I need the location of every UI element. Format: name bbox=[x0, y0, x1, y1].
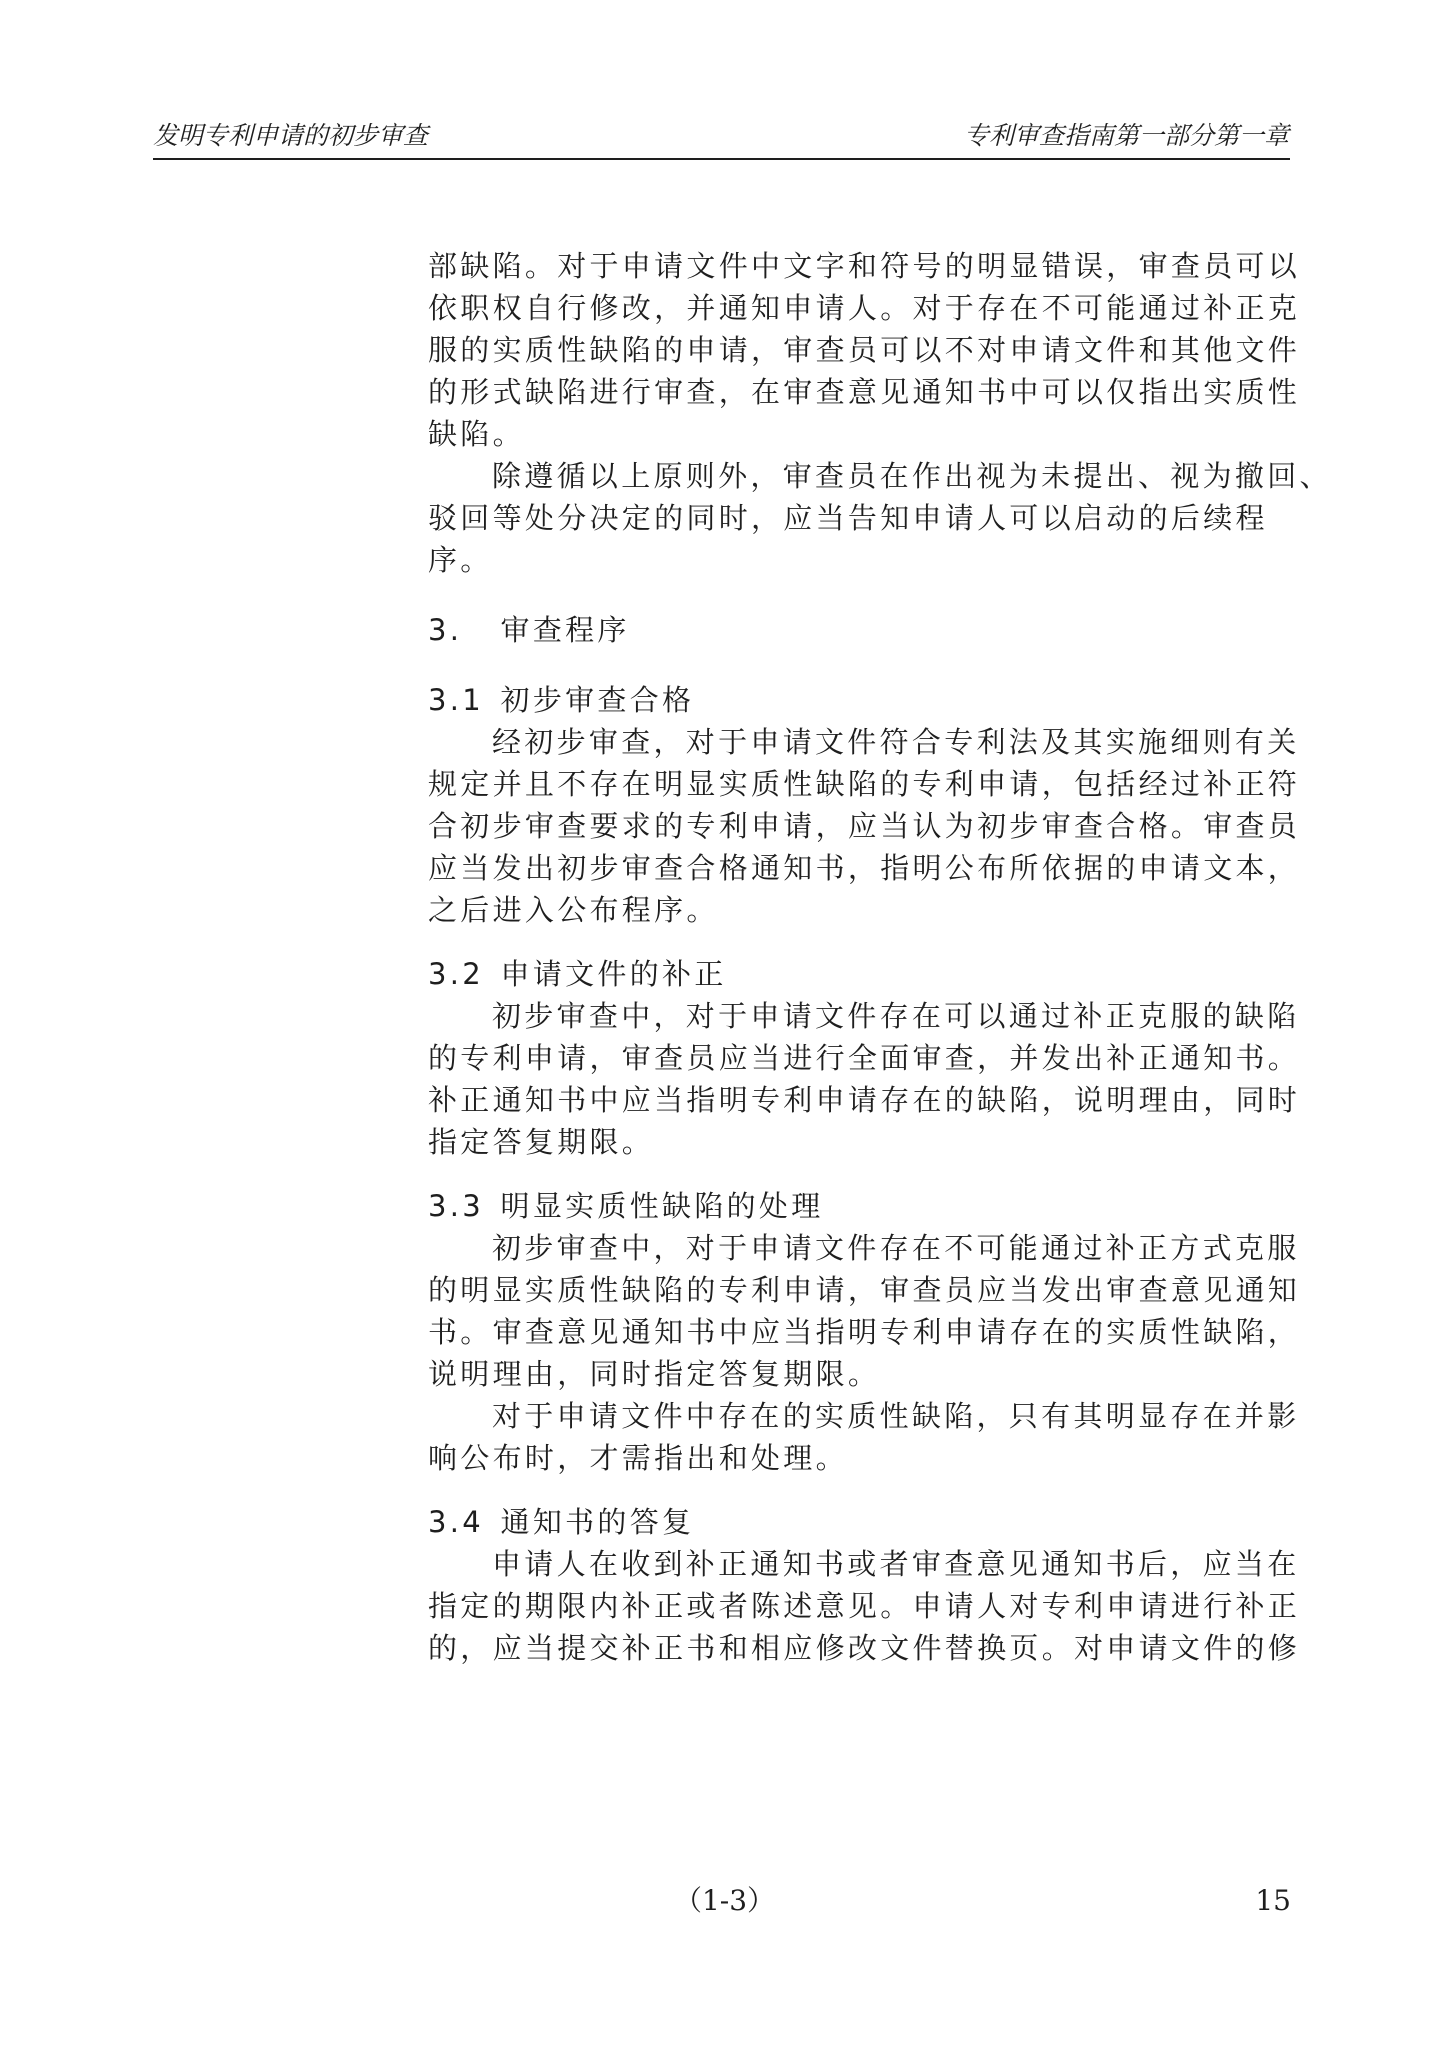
paragraph-3-4 bbox=[428, 1543, 1301, 1669]
subsection-heading-3-2 bbox=[428, 953, 1286, 995]
text-line: 除遵循以上原则外，审查员在作出视为未提出、视为撤回、 bbox=[492, 459, 1332, 493]
text-line: 响公布时，才需指出和处理。 bbox=[428, 1441, 848, 1475]
page-body bbox=[428, 245, 1332, 1669]
text-line: 的明显实质性缺陷的专利申请，审查员应当发出审查意见通知 bbox=[428, 1273, 1301, 1307]
text-line: 部缺陷。对于申请文件中文字和符号的明显错误，审查员可以 bbox=[428, 249, 1301, 283]
subsection-heading-3-3 bbox=[428, 1185, 1286, 1227]
section-number: 3.4 bbox=[428, 1505, 485, 1539]
subsection-heading-3-4 bbox=[428, 1501, 1286, 1543]
header-divider bbox=[153, 158, 1290, 160]
text-line: 书。审查意见通知书中应当指明专利申请存在的实质性缺陷， bbox=[428, 1315, 1301, 1349]
paragraph-principles bbox=[428, 455, 1332, 581]
text-line: 依职权自行修改，并通知申请人。对于存在不可能通过补正克 bbox=[428, 291, 1301, 325]
text-line: 指定的期限内补正或者陈述意见。申请人对专利申请进行补正 bbox=[428, 1589, 1301, 1623]
text-line: 指定答复期限。 bbox=[428, 1125, 655, 1159]
text-line: 申请人在收到补正通知书或者审查意见通知书后，应当在 bbox=[492, 1547, 1300, 1581]
text-line: 应当发出初步审查合格通知书，指明公布所依据的申请文本， bbox=[428, 851, 1301, 885]
text-line: 合初步审查要求的专利申请，应当认为初步审查合格。审查员 bbox=[428, 809, 1301, 843]
paragraph-3-1 bbox=[428, 721, 1301, 931]
chapter-page-label: （1-3） bbox=[673, 1884, 776, 1917]
text-line: 缺陷。 bbox=[428, 417, 525, 451]
section-number: 3.3 bbox=[428, 1189, 485, 1223]
section-title: 申请文件的补正 bbox=[500, 957, 727, 991]
text-line: 初步审查中，对于申请文件存在可以通过补正克服的缺陷 bbox=[492, 999, 1300, 1033]
section-title: 审查程序 bbox=[500, 613, 630, 647]
text-line: 补正通知书中应当指明专利申请存在的缺陷，说明理由，同时 bbox=[428, 1083, 1301, 1117]
section-title: 通知书的答复 bbox=[500, 1505, 695, 1539]
text-line: 经初步审查，对于申请文件符合专利法及其实施细则有关 bbox=[492, 725, 1300, 759]
text-line: 序。 bbox=[428, 543, 493, 577]
text-line: 初步审查中，对于申请文件存在不可能通过补正方式克服 bbox=[492, 1231, 1300, 1265]
paragraph-3-3-b bbox=[428, 1395, 1300, 1479]
text-line: 之后进入公布程序。 bbox=[428, 893, 719, 927]
text-line: 驳回等处分决定的同时，应当告知申请人可以启动的后续程 bbox=[428, 501, 1268, 535]
paragraph-3-3 bbox=[428, 1227, 1301, 1395]
text-line: 服的实质性缺陷的申请，审查员可以不对申请文件和其他文件 bbox=[428, 333, 1301, 367]
text-line: 的形式缺陷进行审查，在审查意见通知书中可以仅指出实质性 bbox=[428, 375, 1301, 409]
paragraph-3-2 bbox=[428, 995, 1301, 1163]
text-line: 规定并且不存在明显实质性缺陷的专利申请，包括经过补正符 bbox=[428, 767, 1301, 801]
section-number: 3. bbox=[428, 613, 463, 647]
page-number: 15 bbox=[1255, 1884, 1291, 1917]
text-line: 的，应当提交补正书和相应修改文件替换页。对申请文件的修 bbox=[428, 1631, 1301, 1665]
running-header-left: 发明专利申请的初步审查 bbox=[153, 121, 429, 150]
text-line: 的专利申请，审查员应当进行全面审查，并发出补正通知书。 bbox=[428, 1041, 1301, 1075]
section-title: 初步审查合格 bbox=[500, 683, 695, 717]
text-line: 说明理由，同时指定答复期限。 bbox=[428, 1357, 881, 1391]
paragraph-continued bbox=[428, 245, 1301, 455]
section-title: 明显实质性缺陷的处理 bbox=[500, 1189, 824, 1223]
running-header-right: 专利审查指南第一部分第一章 bbox=[963, 121, 1289, 150]
section-number: 3.1 bbox=[428, 683, 485, 717]
section-number: 3.2 bbox=[428, 957, 485, 991]
subsection-heading-3-1 bbox=[428, 679, 1286, 721]
section-heading-3 bbox=[428, 609, 1286, 651]
text-line: 对于申请文件中存在的实质性缺陷，只有其明显存在并影 bbox=[492, 1399, 1300, 1433]
